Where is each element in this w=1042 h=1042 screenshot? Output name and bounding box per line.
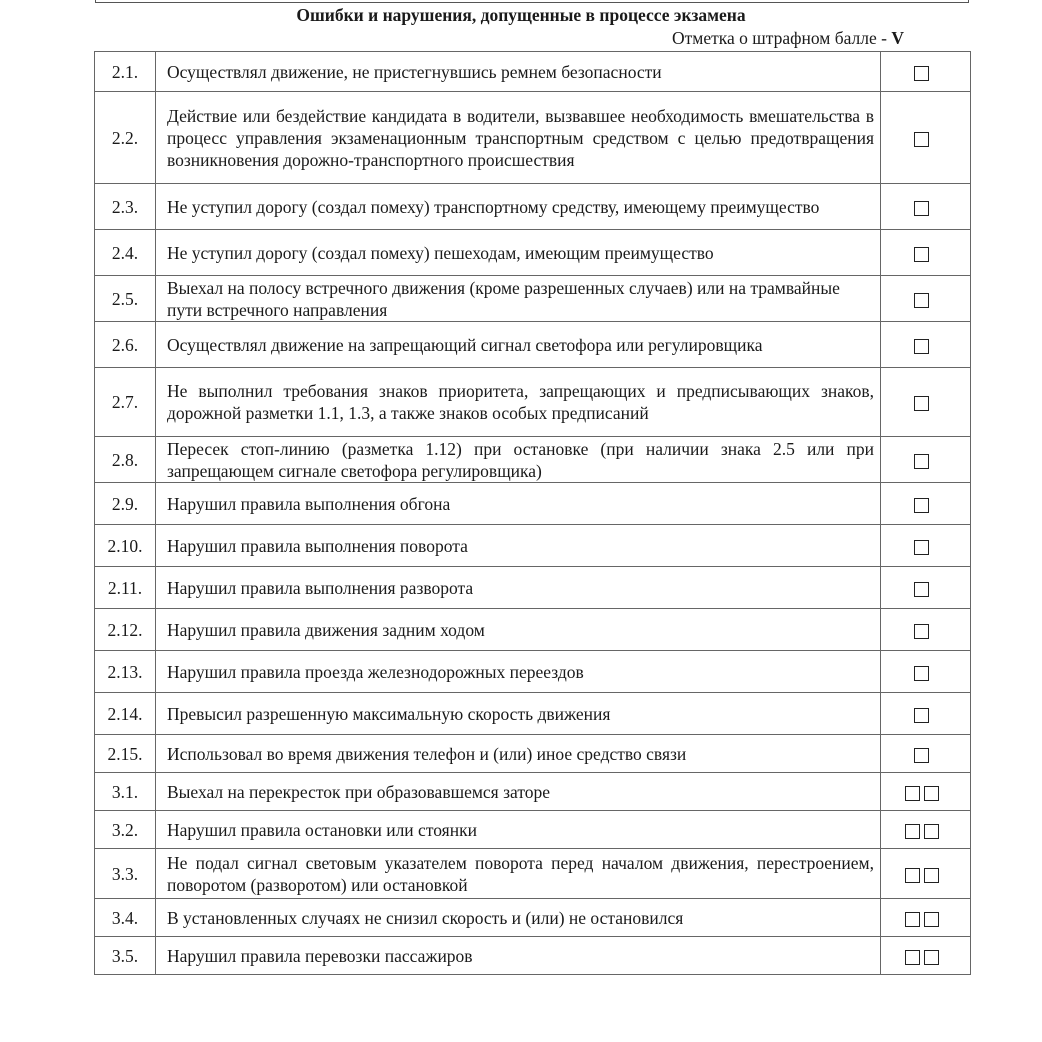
penalty-checkboxes [905,945,939,967]
table-row [95,437,971,483]
table-row [95,651,971,693]
penalty-mark-cell [881,92,971,184]
table-row [95,483,971,525]
penalty-checkboxes [914,334,929,356]
penalty-mark-cell [881,773,971,811]
penalty-mark-cell [881,811,971,849]
penalty-label: Отметка о штрафном балле - [672,28,892,48]
penalty-checkbox[interactable] [914,201,929,216]
penalty-checkbox[interactable] [914,540,929,555]
table-row [95,184,971,230]
table-row [95,322,971,368]
penalty-checkboxes [905,781,939,803]
violation-description: Не уступил дорогу (создал помеху) пешеходам, имеющим преимущество [156,230,881,276]
penalty-checkbox[interactable] [914,582,929,597]
row-number: 2.4. [95,230,156,276]
penalty-checkbox[interactable] [905,786,920,801]
penalty-checkboxes [905,907,939,929]
table-row [95,368,971,437]
row-number: 2.10. [95,525,156,567]
top-border [95,0,969,3]
penalty-checkbox[interactable] [914,396,929,411]
violation-description: Выехал на перекресток при образовавшемся заторе [156,773,881,811]
violation-description: Нарушил правила перевозки пассажиров [156,937,881,975]
penalty-checkbox[interactable] [914,666,929,681]
table-row [95,525,971,567]
row-number: 2.8. [95,437,156,483]
penalty-checkbox[interactable] [924,950,939,965]
violation-description: В установленных случаях не снизил скорость и (или) не остановился [156,899,881,937]
row-number: 2.1. [95,52,156,92]
violation-description: Нарушил правила остановки или стоянки [156,811,881,849]
row-number: 2.14. [95,693,156,735]
penalty-checkbox[interactable] [905,950,920,965]
row-number: 2.12. [95,609,156,651]
penalty-checkbox[interactable] [914,498,929,513]
violation-description: Осуществлял движение на запрещающий сигнал светофора или регулировщика [156,322,881,368]
violation-description: Осуществлял движение, не пристегнувшись ремнем безопасности [156,52,881,92]
row-number: 2.11. [95,567,156,609]
penalty-checkboxes [914,391,929,413]
table-row [95,811,971,849]
penalty-mark-cell [881,276,971,322]
penalty-checkbox[interactable] [924,786,939,801]
violation-description: Превысил разрешенную максимальную скорость движения [156,693,881,735]
violation-description: Нарушил правила движения задним ходом [156,609,881,651]
penalty-checkbox[interactable] [914,748,929,763]
table-row [95,899,971,937]
penalty-checkbox[interactable] [914,624,929,639]
penalty-checkboxes [914,619,929,641]
row-number: 2.9. [95,483,156,525]
penalty-checkbox[interactable] [924,868,939,883]
penalty-mark-symbol: V [891,28,904,48]
penalty-mark-cell [881,184,971,230]
penalty-mark-cell [881,849,971,899]
violation-description: Выехал на полосу встречного движения (кроме разрешенных случаев) или на трамвайные пути встречного направления [156,276,881,322]
penalty-mark-cell [881,937,971,975]
penalty-checkboxes [914,449,929,471]
row-number: 2.7. [95,368,156,437]
table-row [95,773,971,811]
penalty-checkboxes [914,288,929,310]
penalty-checkbox[interactable] [914,66,929,81]
table-row [95,567,971,609]
penalty-mark-cell [881,651,971,693]
row-number: 2.15. [95,735,156,773]
row-number: 3.1. [95,773,156,811]
table-row [95,937,971,975]
violation-description: Не подал сигнал световым указателем поворота перед началом движения, перестроением, поворотом (разворотом) или остановкой [156,849,881,899]
penalty-mark-cell [881,437,971,483]
penalty-checkbox[interactable] [914,132,929,147]
penalty-checkboxes [914,196,929,218]
penalty-mark-legend [672,27,904,49]
table-row [95,693,971,735]
penalty-mark-cell [881,322,971,368]
table-row [95,276,971,322]
penalty-mark-cell [881,52,971,92]
penalty-mark-cell [881,368,971,437]
table-row [95,92,971,184]
row-number: 2.3. [95,184,156,230]
violation-description: Использовал во время движения телефон и (или) иное средство связи [156,735,881,773]
penalty-mark-cell [881,483,971,525]
penalty-checkbox[interactable] [914,247,929,262]
penalty-checkboxes [914,535,929,557]
form-title: Ошибки и нарушения, допущенные в процессе экзамена [296,5,746,25]
penalty-checkbox[interactable] [914,293,929,308]
penalty-checkbox[interactable] [914,339,929,354]
penalty-checkboxes [914,703,929,725]
penalty-checkboxes [914,242,929,264]
violation-description: Нарушил правила выполнения обгона [156,483,881,525]
table-row [95,230,971,276]
penalty-checkboxes [905,863,939,885]
row-number: 3.2. [95,811,156,849]
violation-description: Нарушил правила выполнения поворота [156,525,881,567]
table-row [95,609,971,651]
table-row [95,735,971,773]
penalty-checkboxes [914,577,929,599]
violation-description: Нарушил правила проезда железнодорожных переездов [156,651,881,693]
penalty-mark-cell [881,693,971,735]
row-number: 2.2. [95,92,156,184]
penalty-checkbox[interactable] [905,824,920,839]
violations-table [94,51,971,975]
penalty-mark-cell [881,230,971,276]
penalty-checkbox[interactable] [924,824,939,839]
penalty-checkbox[interactable] [914,708,929,723]
penalty-mark-cell [881,899,971,937]
penalty-checkboxes [914,127,929,149]
row-number: 2.13. [95,651,156,693]
violation-description: Не уступил дорогу (создал помеху) транспортному средству, имеющему преимущество [156,184,881,230]
row-number: 3.4. [95,899,156,937]
penalty-checkboxes [914,661,929,683]
row-number: 2.5. [95,276,156,322]
penalty-checkbox[interactable] [905,868,920,883]
penalty-checkboxes [914,743,929,765]
penalty-mark-cell [881,525,971,567]
row-number: 3.5. [95,937,156,975]
row-number: 3.3. [95,849,156,899]
penalty-checkboxes [914,61,929,83]
table-row [95,849,971,899]
penalty-checkboxes [905,819,939,841]
penalty-checkbox[interactable] [905,912,920,927]
penalty-mark-cell [881,609,971,651]
violation-description: Не выполнил требования знаков приоритета, запрещающих и предписывающих знаков, дорожной разметки 1.1, 1.3, а также знаков особых предписаний [156,368,881,437]
violation-description: Нарушил правила выполнения разворота [156,567,881,609]
penalty-checkbox[interactable] [924,912,939,927]
penalty-checkbox[interactable] [914,454,929,469]
penalty-checkboxes [914,493,929,515]
penalty-mark-cell [881,567,971,609]
penalty-mark-cell [881,735,971,773]
table-row [95,52,971,92]
row-number: 2.6. [95,322,156,368]
violation-description: Пересек стоп-линию (разметка 1.12) при остановке (при наличии знака 2.5 или при запрещающем сигнале светофора регулировщика) [156,437,881,483]
violation-description: Действие или бездействие кандидата в водители, вызвавшее необходимость вмешательства в процесс управления экзаменационным транспортным средством с целью предотвращения возникновения дорожно-транспортного происшествия [156,92,881,184]
